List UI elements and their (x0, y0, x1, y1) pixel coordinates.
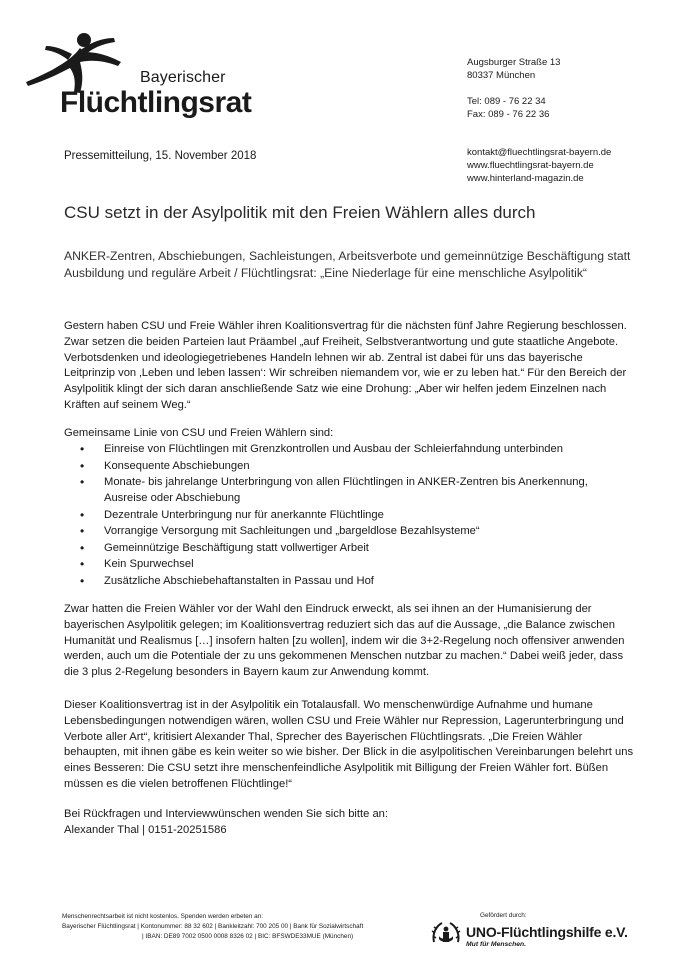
list-item: • Kein Spurwechsel (64, 557, 624, 573)
headline: CSU setzt in der Asylpolitik mit den Freien Wählern alles durch (64, 203, 536, 222)
website-link[interactable]: www.fluechtlingsrat-bayern.de (467, 160, 594, 171)
subheadline: ANKER-Zentren, Abschiebungen, Sachleistungen, Arbeitsverbote und gemeinnützige Beschäftigung statt Ausbildung und reguläre Arbeit / Flüchtlingsrat: „Eine Niederlage für eine menschliche Asylpolitik“ (64, 249, 631, 280)
policy-list (64, 442, 624, 591)
logo-text-line2: Flüchtlingsrat (60, 86, 252, 119)
list-item: • Gemeinnützige Beschäftigung statt vollwertiger Arbeit (64, 541, 624, 557)
footer-line: | IBAN: DE89 7002 0500 0008 8326 02 | BIC: BFSWDE33MUE (München) (142, 933, 354, 940)
body-paragraph-3: Dieser Koalitionsvertrag ist in der Asylpolitik ein Totalausfall. Wo menschenwürdige Aufnahme und humane Lebensbedingungen notwendigen wären, wollen CSU und Freie Wähler nur Repression, Lagerunterbringung und Verbote aller Art“, kritisiert Alexander Thal, Sprecher des Bayerischen Flüchtlingsrats. „Die Freien Wähler behaupten, mit ihnen gäbe es kein weiter so wie bisher. Der Blick in die asylpolitischen Vereinbarungen belehrt uns eines Besseren: Die CSU setzt ihre menschenfeindliche Asylpolitik mit Billigung der Freien Wähler fort. Büßen müssen es die vielen betroffenen Flüchtlinge!“ (64, 699, 634, 790)
body-paragraph-1: Gestern haben CSU und Freie Wähler ihren Koalitionsvertrag für die nächsten fünf Jahre Regierung beschlossen. Zwar setzen die beiden Parteien laut Präambel „auf Freiheit, Selbstverantwortung und gute staatliche Angebote. Verbotsdenken und ideologiegetriebenes Handeln lehnen wir ab. Zentral ist dabei für uns das bayerische Leitprinzip von ‚Leben und leben lassen‘: Wir schreiben niemandem vor, wie er zu leben hat.“ Für den Bereich der Asylpolitik klingt der sich daran anschließende Satz wie eine Drohung: „Aber wir helfen jedem Einzelnen nach Kräften auf seinem Weg.“ (64, 320, 627, 411)
contact-closing (64, 806, 388, 838)
contact-block (467, 56, 611, 185)
website-link[interactable]: www.hinterland-magazin.de (467, 173, 584, 184)
uno-tagline: Mut für Menschen. (466, 941, 527, 948)
list-item: • Zusätzliche Abschiebehaftanstalten in Passau und Hof (64, 574, 624, 590)
list-item: • Einreise von Flüchtlingen mit Grenzkontrollen und Ausbau der Schleierfahndung unterbinden (64, 442, 624, 458)
footer-line: Bayerischer Flüchtlingsrat | Kontonummer: 88 32 602 | Bankleitzahl: 700 205 00 | Bank für Sozialwirtschaft (62, 923, 364, 930)
phone-line: Tel: 089 - 76 22 34 (467, 96, 546, 107)
list-intro: Gemeinsame Linie von CSU und Freien Wählern sind: (64, 427, 334, 439)
email-link[interactable]: kontakt@fluechtlingsrat-bayern.de (467, 147, 612, 158)
list-item: • Monate- bis jahrelange Unterbringung von allen Flüchtlingen in ANKER-Zentren bis Anerkennung, Ausreise oder Abschiebung (64, 475, 624, 507)
unhcr-emblem-icon (430, 920, 462, 950)
address-line: 80337 München (467, 70, 536, 81)
closing-line: Bei Rückfragen und Interviewwünschen wenden Sie sich bitte an: (64, 808, 389, 820)
list-item: • Konsequente Abschiebungen (64, 459, 624, 475)
contact-person: Alexander Thal | 0151-20251586 (64, 824, 227, 836)
uno-name: UNO-Flüchtlingshilfe e.V. (466, 924, 628, 940)
footer-line: Menschenrechtsarbeit ist nicht kostenlos. Spenden werden erbeten an: (62, 913, 264, 920)
list-item: • Dezentrale Unterbringung nur für anerkannte Flüchtlinge (64, 508, 624, 524)
fax-line: Fax: 089 - 76 22 36 (467, 109, 550, 120)
list-item: • Vorrangige Versorgung mit Sachleitungen und „bargeldlose Bezahlsysteme“ (64, 524, 624, 540)
body-paragraph-2: Zwar hatten die Freien Wähler vor der Wahl den Eindruck erweckt, als sei ihnen an der Humanisierung der bayerischen Asylpolitik gelegen; im Koalitionsvertrag reduziert sich das auf die Aussage, „die Balance zwischen Humanität und Realismus […] insofern halten [zu wollen], indem wir die 3+2-Regelung noch offensiver anwenden werden, auch um die Potentiale der zu uns gekommenen Menschen nutzbar zu machen.“ Dabei weiß jeder, dass die 3 plus 2-Regelung besonders in Bayern kaum zur Anwendung kommt. (64, 603, 625, 679)
sponsor-logo (426, 912, 636, 952)
address-line: Augsburger Straße 13 (467, 57, 561, 68)
funded-by-label: Gefördert durch: (480, 912, 527, 919)
dateline: Pressemitteilung, 15. November 2018 (64, 150, 257, 162)
footer-donation-info (62, 912, 363, 942)
organization-logo (22, 30, 252, 122)
logo-text-line1: Bayerischer (140, 69, 226, 86)
